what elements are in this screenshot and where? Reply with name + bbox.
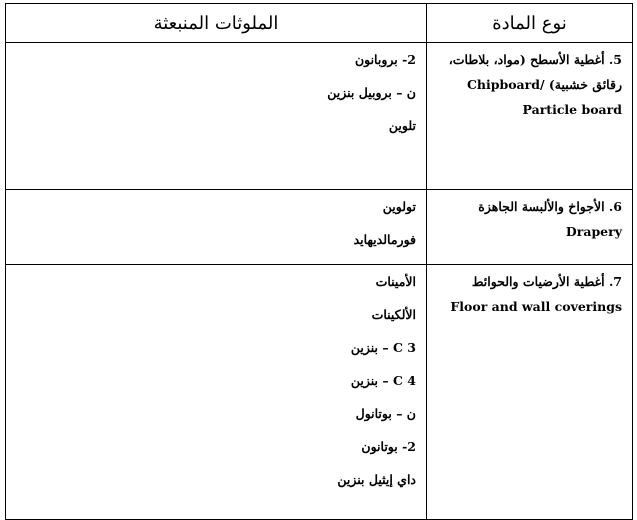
pollutant-item: C 4 – بنزين	[350, 373, 416, 388]
header-row	[6, 4, 633, 43]
pollutant-item: 2- بوتانون	[361, 439, 416, 454]
material-type-en: Particle board	[522, 102, 622, 117]
pollutant-list	[6, 190, 426, 262]
table-row	[6, 190, 633, 265]
pollutant-item: تولوين	[382, 199, 416, 214]
material-type-ar: 7. أغطية الأرضيات والحوائط	[471, 274, 622, 289]
material-type-cell	[427, 43, 633, 190]
material-type-cell	[427, 265, 633, 520]
material-type-ar: 5. أغطية الأسطح (مواد، بلاطات، رقائق خشبية) /Chipboard	[448, 52, 622, 92]
header-material-type: نوع المادة	[427, 4, 633, 43]
material-type-cell	[427, 190, 633, 265]
pollutants-table	[5, 3, 633, 520]
material-type-en: Drapery	[565, 224, 622, 239]
pollutant-item: 2- بروبانون	[354, 52, 416, 67]
pollutant-item: ن – بروبيل بنزين	[327, 85, 416, 100]
pollutant-item: ن – بوتانول	[355, 406, 416, 421]
pollutants-cell	[6, 43, 427, 190]
pollutant-list	[6, 265, 426, 502]
pollutants-cell	[6, 265, 427, 520]
table-row	[6, 265, 633, 520]
pollutant-item: C 3 – بنزين	[350, 340, 416, 355]
pollutant-item: تلوين	[388, 118, 416, 133]
material-type-en: Floor and wall coverings	[450, 299, 622, 314]
material-type-ar: 6. الأجواخ والألبسة الجاهزة	[478, 199, 622, 214]
pollutant-item: الأمينات	[375, 274, 416, 289]
pollutant-item: داي إيثيل بنزين	[337, 472, 416, 487]
header-pollutants: الملوثات المنبعثة	[6, 4, 427, 43]
pollutant-list	[6, 43, 426, 148]
pollutant-item: فورمالديهايد	[353, 232, 416, 247]
pollutants-cell	[6, 190, 427, 265]
pollutant-item: الألكينات	[371, 307, 416, 322]
table-row	[6, 43, 633, 190]
